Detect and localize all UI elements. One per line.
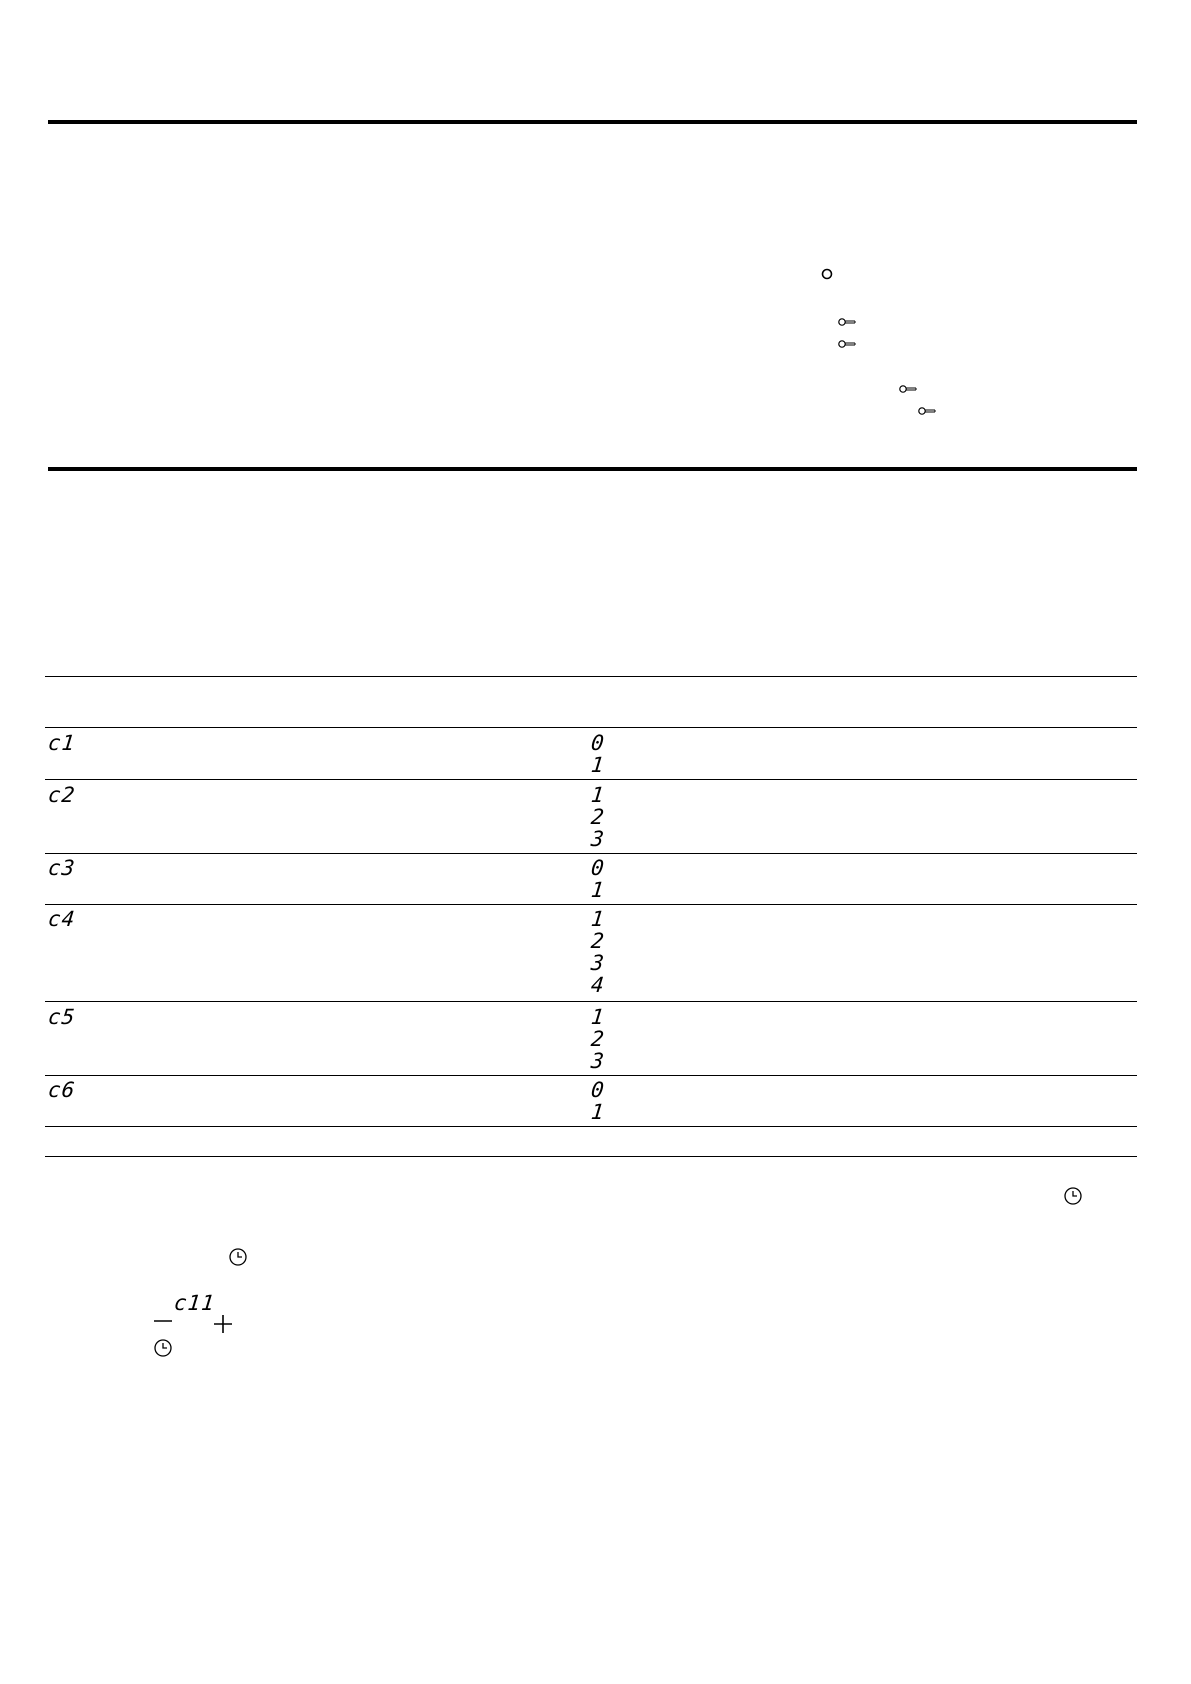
- table-row-border: [45, 1001, 1137, 1002]
- setting-code: c6: [46, 1078, 77, 1102]
- setting-value: 0: [589, 1078, 606, 1102]
- section-divider-top: [48, 120, 1137, 124]
- setting-value: 1: [589, 1005, 606, 1029]
- key-icon: [899, 384, 917, 394]
- table-bottom-border: [45, 1156, 1137, 1157]
- clock-icon: [1063, 1186, 1083, 1206]
- setting-code: c2: [46, 783, 77, 807]
- setting-code: c3: [46, 856, 77, 880]
- setting-value: 2: [589, 805, 606, 829]
- table-top-border: [45, 676, 1137, 677]
- setting-value: 3: [589, 1049, 606, 1073]
- setting-value: 1: [589, 753, 606, 777]
- key-icon: [838, 339, 856, 349]
- setting-value: 1: [589, 907, 606, 931]
- setting-value: 3: [589, 951, 606, 975]
- minus-icon: [153, 1316, 173, 1326]
- table-row-border: [45, 779, 1137, 780]
- setting-value: 0: [589, 856, 606, 880]
- clock-icon: [228, 1247, 248, 1267]
- setting-value: 4: [589, 973, 606, 997]
- setting-value: 2: [589, 1027, 606, 1051]
- setting-value: 2: [589, 929, 606, 953]
- setting-value: 3: [589, 827, 606, 851]
- setting-code: c5: [46, 1005, 77, 1029]
- table-row-border: [45, 853, 1137, 854]
- plus-icon: [213, 1314, 233, 1334]
- setting-value: 1: [589, 1100, 606, 1124]
- key-icon: [918, 406, 936, 416]
- table-header-border: [45, 727, 1137, 728]
- setting-code: c1: [46, 731, 77, 755]
- display-code: c11: [172, 1291, 217, 1315]
- clock-icon: [153, 1338, 173, 1358]
- power-icon: [821, 268, 833, 280]
- setting-value: 1: [589, 878, 606, 902]
- setting-code: c4: [46, 907, 77, 931]
- table-row-border: [45, 1126, 1137, 1127]
- setting-value: 0: [589, 731, 606, 755]
- section-divider-middle: [48, 467, 1137, 471]
- table-row-border: [45, 1075, 1137, 1076]
- table-row-border: [45, 904, 1137, 905]
- key-icon: [838, 317, 856, 327]
- setting-value: 1: [589, 783, 606, 807]
